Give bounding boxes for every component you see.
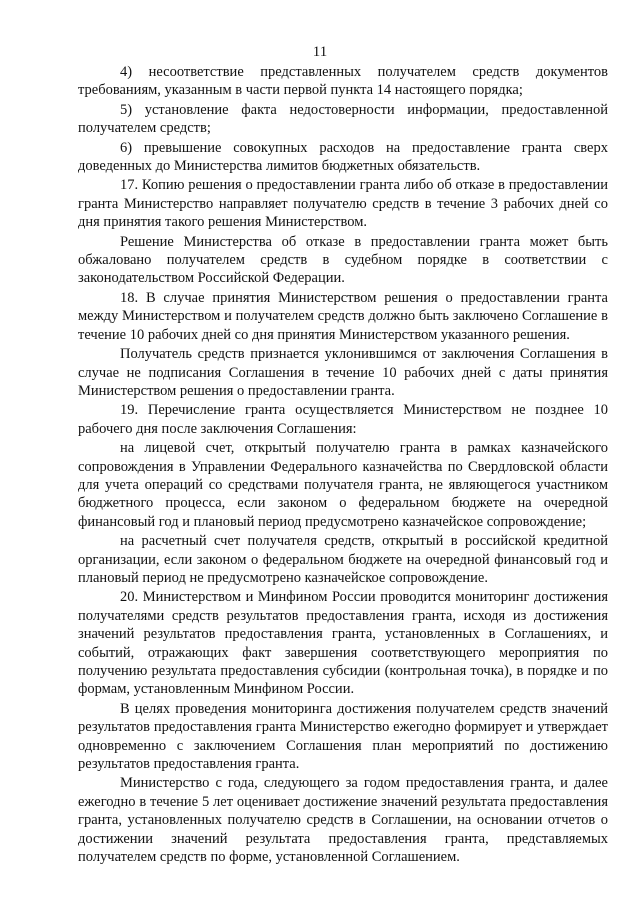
paragraph-17: 17. Копию решения о предоставлении гранта либо об отказе в предоставлении гранта Министерство направляет получателю средств в течение 3 рабочих дней со дня принятия такого решения Министерством. — [78, 177, 608, 231]
paragraph-18-evasion: Получатель средств признается уклонившимся от заключения Соглашения в случае не подписания Соглашения в течение 10 рабочих дней с даты принятия Министерством решения о предоставлении гранта. — [78, 346, 608, 399]
paragraph-item-6: 6) превышение совокупных расходов на предоставление гранта сверх доведенных до Министерства лимитов бюджетных обязательств. — [78, 139, 608, 175]
paragraph-20-assessment: Министерство с года, следующего за годом предоставления гранта, и далее ежегодно в течение 5 лет оценивает достижение значений результата предоставления гранта, установленных получателю средств в Соглашении, на основании отчетов о достижении значений результата предоставления гранта, представляемых получателем средств по форме, установленной Соглашением. — [78, 775, 608, 866]
paragraph-18: 18. В случае принятия Министерством решения о предоставлении гранта между Министерством и получателем средств должно быть заключено Соглашение в течение 10 рабочих дней со дня принятия Министерством указанного решения. — [78, 289, 608, 343]
paragraph-19: 19. Перечисление гранта осуществляется Министерством не позднее 10 рабочего дня после заключения Соглашения: — [78, 402, 608, 437]
paragraph-20-monitoring-plan: В целях проведения мониторинга достижения получателем средств значений результатов предоставления гранта Министерство ежегодно формирует и утверждает одновременно с заключением Соглашения план мероприятий по достижению результатов предоставления гранта. — [78, 700, 608, 773]
paragraph-17-appeal: Решение Министерства об отказе в предоставлении гранта может быть обжаловано получателем средств в судебном порядке в соответствии с законодательством Российской Федерации. — [78, 233, 608, 287]
page-number: 11 — [312, 44, 328, 60]
paragraph-item-4: 4) несоответствие представленных получателем средств документов требованиям, указанным в части первой пункта 14 настоящего порядка; — [78, 64, 608, 99]
paragraph-19-settlement-account: на расчетный счет получателя средств, открытый в российской кредитной организации, если законом о федеральном бюджете на очередной финансовый год и плановый период не предусмотрено казначейское сопровождение. — [78, 533, 608, 586]
paragraph-20: 20. Министерством и Минфином России проводится мониторинг достижения получателями средств результатов предоставления гранта, исходя из достижения значений результатов предоставления гранта, установленных в Соглашениях, и событий, отражающих факт завершения соответствующего мероприятия по получению результата предоставления субсидии (контрольная точка), в порядке и по формам, установленным Минфином России. — [78, 589, 608, 698]
paragraph-19-personal-account: на лицевой счет, открытый получателю гранта в рамках казначейского сопровождения в Управлении Федерального казначейства по Свердловской области для учета операций со средствами получателя гранта, не являющегося участником бюджетного процесса, если законом о федеральном бюджете на очередной финансовый год и плановый период предусмотрено казначейское сопровождение; — [78, 440, 608, 530]
paragraph-item-5: 5) установление факта недостоверности информации, предоставленной получателем средств; — [78, 101, 608, 137]
document-body — [78, 62, 608, 866]
